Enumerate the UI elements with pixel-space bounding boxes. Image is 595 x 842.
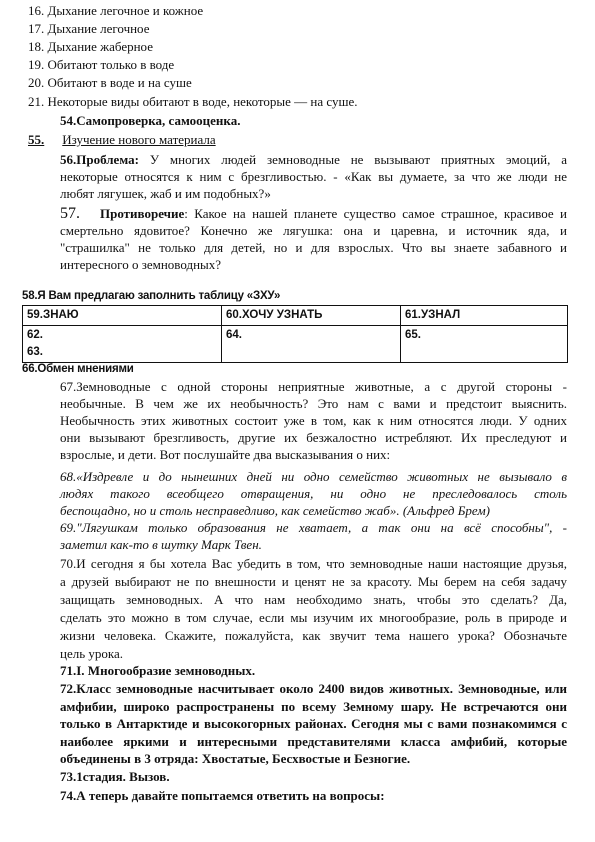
item-68-quote: 68.«Издревле и до нынешних дней ни одно семейство животных не вызывало в людях такого всеобщего отвращения, ни одно не преследовалось столь беспощадно, но и столь несправедливо, как семейство жаб». (Альфред Брем) <box>60 469 567 518</box>
item-67: 67.Земноводные с одной стороны неприятные животные, а с другой стороны - необычные. В чем же их необычность? Это нам с вами и предстоит выяснить. Необычность этих животных состоит уже в том, как к ним относятся люди. У одних они вызывают брезгливость, другие их безжалостно истребляют. Их преследуют и взрослые, и дети. Вот послушайте два высказывания о них: <box>60 379 567 462</box>
item-73-heading: 73.1стадия. Вызов. <box>60 769 170 784</box>
table-cell: 65. <box>401 326 568 363</box>
list-item: 16. Дыхание легочное и кожное <box>28 3 204 18</box>
table-header-cell: 59.ЗНАЮ <box>23 306 222 326</box>
table-row <box>23 326 568 363</box>
item-55-heading: 55. Изучение нового материала <box>28 132 216 147</box>
table-header-cell: 60.ХОЧУ УЗНАТЬ <box>222 306 401 326</box>
list-item: 21. Некоторые виды обитают в воде, некоторые — на суше. <box>28 94 358 109</box>
table-cell: 64. <box>222 326 401 363</box>
cell-line: 62. <box>27 329 43 341</box>
cell-line: 63. <box>27 346 43 358</box>
item-70: 70.И сегодня я бы хотела Вас убедить в том, что земноводные наши настоящие друзья, а друзей выбирают не по внешности и ценят не за красоту. Мы берем на себя задачу защищать земноводных. А что нам необходимо знать, чтобы это сделать? Да, сделать это можно в том случае, если мы изучим их многообразие, роль в природе и жизни человека. Скажите, пожалуйста, как звучит тема нашего урока? Обозначьте цель урока. <box>60 556 567 661</box>
list-item: 19. Обитают только в воде <box>28 57 175 72</box>
list-item: 20. Обитают в воде и на суше <box>28 75 192 90</box>
item-69-quote: 69."Лягушкам только образования не хватает, а так они на всё способны", - заметил как-то в шутку Марк Твен. <box>60 520 567 552</box>
list-item: 17. Дыхание легочное <box>28 21 150 36</box>
item-58: 58.Я Вам предлагаю заполнить таблицу «ЗХУ» <box>22 290 281 302</box>
item-71-heading: 71.I. Многообразие земноводных. <box>60 663 256 678</box>
zhu-table <box>22 305 568 363</box>
item-66: 66.Обмен мнениями <box>22 363 134 375</box>
table-cell <box>23 326 222 363</box>
item-54: 54.Самопроверка, самооценка. <box>60 113 241 128</box>
item-74: 74.А теперь давайте попытаемся ответить на вопросы: <box>60 788 385 803</box>
item-72: 72.Класс земноводные насчитывает около 2400 видов животных. Земноводные, или амфибии, широко распространены по всему Земному шару. Не встречаются они только в Антарктиде и высокогорных районах. Сегодня мы с вами познакомимся с наиболее яркими и интересными представителями класса амфибий, которые объединены в 3 отряда: Хвостатые, Бесхвостые и Безногие. <box>60 681 567 766</box>
table-header-cell: 61.УЗНАЛ <box>401 306 568 326</box>
item-56: 56.Проблема: У многих людей земноводные не вызывают приятных эмоций, а некоторые относятся к ним с брезгливостью. - «Как вы думаете, за что же люди не любят лягушек, жаб и им подобных?» <box>60 152 567 201</box>
table-header-row <box>23 306 568 326</box>
list-item: 18. Дыхание жаберное <box>28 39 153 54</box>
item-57: 57. Противоречие: Какое на нашей планете существо самое страшное, красивое и смертельно ядовитое? Конечно же лягушка: она и царевна, и источник яда, и "страшилка" не только для детей, но и для взрослых. Что вы знаете забавного и интересного о земноводных? <box>60 205 567 272</box>
